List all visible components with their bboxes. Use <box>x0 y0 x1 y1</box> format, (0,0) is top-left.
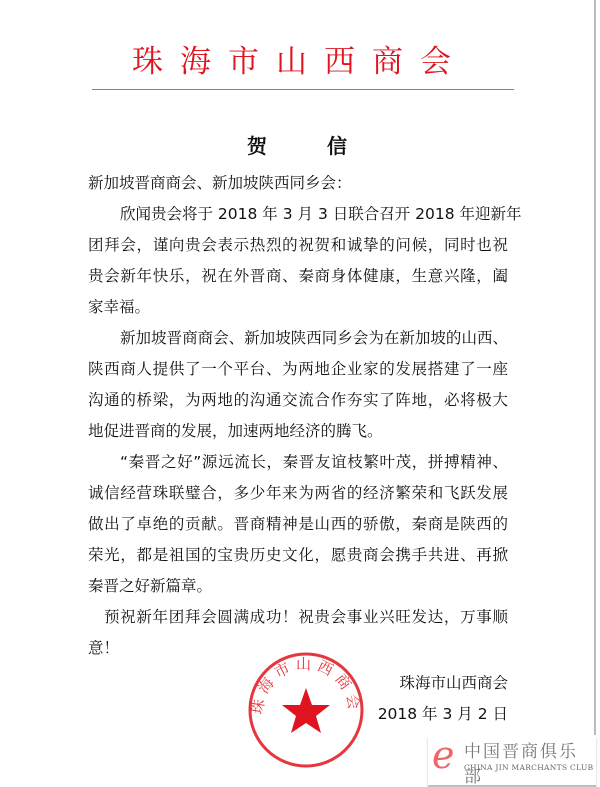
letterhead-rule <box>92 89 514 90</box>
title-char: 信 <box>327 134 347 158</box>
paragraph-line: 家幸福。 <box>88 298 151 316</box>
paragraph-line: 欣闻贵会将于 2018 年 3 月 3 日联合召开 2018 年迎新年 <box>120 205 522 223</box>
club-logo <box>428 735 596 785</box>
logo-cn: 中国晋商俱乐部 <box>464 742 578 787</box>
logo-mark: e <box>432 733 455 777</box>
paragraph-line: 贵会新年快乐，祝在外晋商、秦商身体健康，生意兴隆，阖 <box>88 267 508 285</box>
paragraph-line: 做出了卓绝的贡献。晋商精神是山西的骄傲，秦商是陕西的 <box>88 515 508 533</box>
paragraph-line: 荣光，都是祖国的宝贵历史文化，愿贵商会携手共进、再掀 <box>88 546 508 564</box>
paragraph-line: 沟通的桥梁，为两地的沟通交流合作夯实了阵地，必将极大 <box>88 391 508 409</box>
paragraph-line: 新加坡晋商商会、新加坡陕西同乡会为在新加坡的山西、 <box>120 329 508 347</box>
signature-date: 2018 年 3 月 2 日 <box>377 705 508 723</box>
paragraph-line: 预祝新年团拜会圆满成功！祝贵会事业兴旺发达，万事顺 <box>104 608 508 626</box>
salutation: 新加坡晋商商会、新加坡陕西同乡会： <box>88 174 352 192</box>
seal-text: 珠海市山西商会 <box>248 655 364 716</box>
paragraph-line: 诚信经营珠联璧合，多少年来为两省的经济繁荣和飞跃发展 <box>88 484 508 502</box>
star-icon <box>282 688 330 733</box>
paragraph-line: 意！ <box>88 639 120 657</box>
paragraph-line: 地促进晋商的发展，加速两地经济的腾飞。 <box>88 422 383 440</box>
letterhead-organization: 珠海市山西商会 <box>132 44 468 80</box>
paragraph-line: “秦晋之好”源远流长，秦晋友谊枝繁叶茂，拼搏精神、 <box>120 453 508 471</box>
title-char: 贺 <box>247 134 267 158</box>
letter-title <box>0 130 594 159</box>
logo-en: CHINA JIN MARCHANTS CLUB <box>464 763 594 772</box>
paragraph-line: 秦晋之好新篇章。 <box>88 577 213 595</box>
signature-organization: 珠海市山西商会 <box>399 674 508 692</box>
paragraph-line: 陕西商人提供了一个平台、为两地企业家的发展搭建了一座 <box>88 360 508 378</box>
letter-body <box>88 168 522 664</box>
official-seal <box>246 650 366 770</box>
paragraph-line: 团拜会，谨向贵会表示热烈的祝贺和诚挚的问候，同时也祝 <box>88 236 508 254</box>
